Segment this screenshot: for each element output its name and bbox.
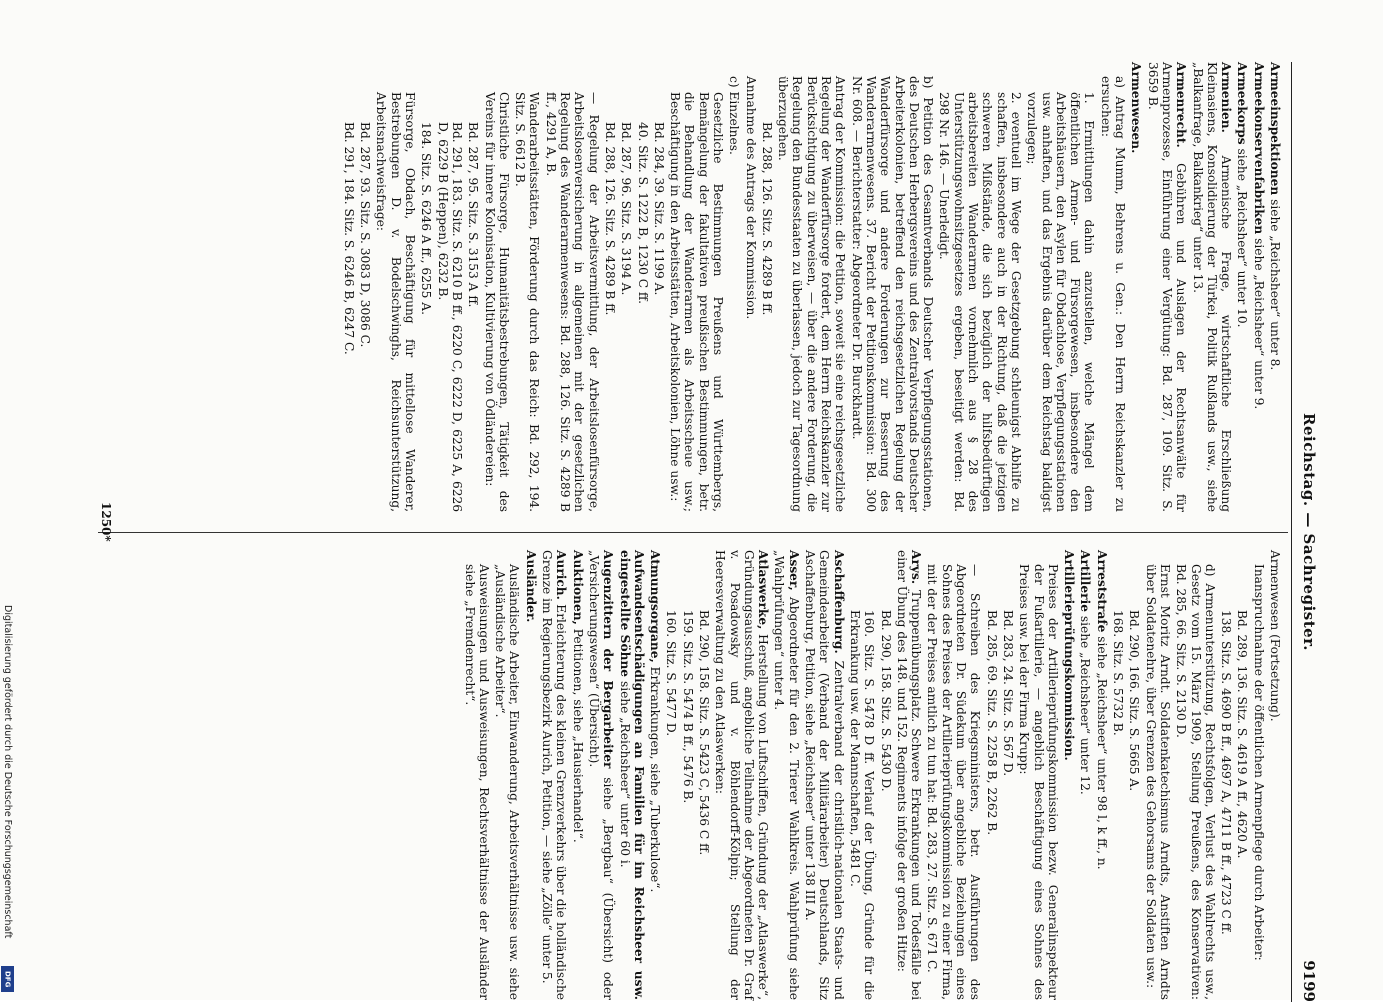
entry-text: Bd. 291, 183. Sitz. S. 6210 B ff., 6220 C, 6222 D, 6225 A, 6226 D, 6229 B (Heppen), 6232 B.: [435, 122, 464, 512]
entry-text: 138. Sitz. S. 4690 B ff., 4697 A, 4711 B ff., 4723 C ff.: [1219, 610, 1234, 935]
register-entry: [523, 550, 537, 1000]
register-entry: [374, 62, 417, 512]
entry-text: 40. Sitz. S. 1222 B, 1230 C ff.: [635, 122, 650, 305]
entry-text: Herstellung von Luftschiffen, Gründung der „Atlaswerke“, Gründungsausschuß, angebliche Teilnahme der Abgeordneten Dr. Graf v. Posadowsky und v. Böhlendorff-Kölpin; Stellung der Heeresverwaltung zu den Atlaswerken:: [713, 550, 771, 1000]
register-entry: [1001, 550, 1015, 1000]
entry-heading: Atlaswerke,: [756, 550, 771, 630]
page-title: Reichstag. — Sachregister.: [1300, 413, 1318, 651]
entry-text: Bd. 290, 166. Sitz. S. 5665 A.: [1127, 610, 1142, 792]
register-entry: [878, 550, 892, 1000]
entry-text: Armenwesen (Fortsetzung).: [1268, 550, 1282, 722]
register-entry: [1111, 550, 1125, 1000]
footer-mark: 1250*: [99, 502, 113, 542]
register-entry: [587, 550, 616, 1000]
entry-text: Bd. 285, 69. Sitz. S. 2258 B, 2262 B.: [984, 610, 999, 836]
entry-text: Bd. 291, 184. Sitz. S. 6246 B, 6247 C.: [341, 122, 356, 355]
register-entry: [668, 62, 725, 512]
column-divider: [98, 532, 1288, 533]
register-entry: [617, 550, 646, 1000]
entry-heading: Armeeinspektionen: [1268, 62, 1282, 196]
digitization-note: [0, 0, 14, 1000]
entry-heading: Ausländer.: [523, 550, 538, 623]
entry-text: siehe „Reichsheer“ unter 12.: [1078, 615, 1093, 795]
register-entry: [1268, 62, 1282, 512]
entry-text: c) Einzelnes.: [727, 76, 742, 155]
entry-heading: Armenien.: [1219, 62, 1234, 133]
entry-text: 1. Ermittlungen dahin anzustellen, welche Mängel dem öffentlichen Armen- und Fürsorgewesen, insbesondere den Arbeitshäusern, den Asylen für Obdachlose, Verpflegungsstationen usw. anhaften, und das Ergebnis darüber dem Reichstag baldigst vorzulegen;: [1025, 92, 1097, 512]
entry-text: Ernst Moritz Arndt. Soldatenkatechismus Arndts, Anstiften Arndts über Soldatenehre, über Grenzen des Gehorsams der Soldaten usw.:: [1143, 564, 1172, 1000]
entry-text: Truppenübungsplatz. Schwere Erkrankungen und Todesfälle bei einer Übung des 148. und 152. Regiments infolge der großen Hitze:: [894, 550, 924, 1001]
register-entry: [482, 62, 511, 512]
register-entry: [895, 550, 924, 1000]
register-entry: [743, 62, 757, 512]
register-entry: [1017, 550, 1060, 1000]
register-entry: [1062, 550, 1076, 1000]
entry-heading: Aufwandsentschädigungen an Familien für im Reichsheer usw. eingestellte Söhne: [617, 550, 646, 1000]
register-entry: [760, 62, 774, 512]
entry-heading: Arys.: [909, 550, 924, 585]
entry-text: Antrag der Kommission: die Petition, soweit sie eine reichsgesetzliche Regelung der Wanderfürsorge fordert, dem Herrn Reichskanzler zur Berücksichtigung zu überweisen, — über die andere Forderung, die Regelung den Bundesstaaten zu überlassen, jedoch zur Tagesordnung überzugehen.: [776, 76, 848, 512]
entry-text: siehe „Reichsheer“ unter 9.: [1251, 238, 1266, 410]
dfg-logo: DFG: [1, 966, 14, 992]
entry-text: Bd. 283, 24. Sitz. S. 567 D.: [1000, 610, 1015, 777]
entry-text: Wanderarbeitsstätten, Förderung durch das Reich: Bd. 292, 194. Sitz. S. 6612 B.: [513, 92, 542, 512]
register-entry: [803, 550, 846, 1000]
entry-heading: Armenrecht.: [1174, 62, 1189, 148]
entry-heading: Augenzittern der Bergarbeiter: [601, 550, 616, 769]
entry-text: Armenische Frage, wirtschaftliche Erschließung Kleinasiens, Konsolidierung der Türkei, Politik Rußlands usw., siehe „Balkanfrage, Balkankrieg“ unter 13.: [1190, 62, 1234, 512]
entry-text: Bd. 290, 158. Sitz. S. 5423 C, 5436 C ff.: [697, 610, 712, 856]
register-entry: [635, 62, 649, 512]
entry-text: siehe „Bergbau“ (Übersicht) oder „Versicherungswesen“ (Übersicht).: [586, 550, 616, 1000]
entry-text: siehe „Reichsheer“ unter 98 l, k ff., n.: [1094, 636, 1109, 870]
entry-heading: Armeekonservenfabriken: [1251, 62, 1266, 235]
register-entry: [984, 550, 998, 1000]
entry-text: Annahme des Antrags der Kommission.: [743, 76, 758, 320]
register-entry: [1025, 62, 1096, 512]
entry-text: 160. Sitz. S. 5477 D.: [664, 610, 679, 737]
register-entry: [1190, 62, 1233, 512]
entry-text: Inanspruchnahme der öffentlichen Armenpflege durch Arbeiter:: [1251, 564, 1266, 961]
entry-text: b) Petition des Gesamtverbands Deutscher Verpflegungsstationen, des Deutschen Herbergsvereins und des Zentralvorstands Deutscher Arbeiterkolonien, betreffend den reichsgesetzlichen Regelung der Wanderfürsorge und andere Forderungen zur Besserung des Wanderarmenwesens. 37. Bericht der Petitionskommission: Bd. 300 Nr. 608. — Berichterstatter: Abgeordneter Dr. Burckhardt.: [849, 76, 936, 512]
entry-text: Bd. 287, 93. Sitz. S. 3083 D, 3086 C.: [358, 122, 373, 348]
register-entry: [652, 62, 666, 512]
register-entry: [358, 62, 372, 512]
entry-text: Gesetzliche Bestimmungen Preußens und Württembergs, Bemängelung der fakultativen preußischen Bestimmungen, betr. die Behandlung der Wanderarmen als Arbeitsscheue usw.; Beschäftigung in den Arbeitsstätten, Arbeitskolonien, Löhne usw.:: [668, 92, 726, 512]
entry-heading: Artillerie: [1078, 550, 1093, 612]
register-entry: [1094, 550, 1108, 1000]
register-entry: [462, 550, 491, 1000]
entry-text: d) Armenunterstützung, Rechtsfolgen, Verlust des Wahlrechts usw., Gesetz vom 15. März 1909, Stellung Preußens, des Konservativen: Bd. 285, 66. Sitz. S. 2130 D.: [1174, 564, 1217, 1000]
entry-text: Bd. 284, 39. Sitz. S. 1199 A.: [651, 122, 666, 296]
register-entry: [603, 62, 617, 512]
register-entry: [697, 550, 711, 1000]
register-entry: [648, 550, 662, 1000]
register-entry: [540, 550, 569, 1000]
register-entry: [1145, 62, 1188, 512]
entry-heading: Aschaffenburg.: [831, 550, 846, 654]
register-entry: [664, 550, 678, 1000]
register-entry: [727, 62, 741, 512]
entry-heading: Asser,: [786, 550, 801, 591]
register-entry: [1219, 550, 1233, 1000]
column-right-of-spread: [340, 62, 1282, 512]
entry-text: Ausweisungen und Ausweisungen, Rechtsverhältnisse der Ausländer siehe „Fremdenrecht“.: [462, 564, 491, 1000]
register-entry: [1268, 550, 1282, 1000]
page-header: [1290, 62, 1318, 1002]
entry-text: 160. Sitz. S. 5478 D ff. Verlauf der Übung, Gründe für die Erkrankung usw. der Mannschaften, 5481 C.: [847, 610, 877, 1000]
register-entry: [1129, 62, 1143, 512]
entry-text: 159. Sitz. S. 5474 B ff., 5476 B.: [680, 610, 695, 804]
register-entry: [1251, 62, 1265, 512]
register-entry: [513, 62, 542, 512]
register-entry: [1143, 550, 1172, 1000]
entry-text: — Regelung der Arbeitsvermittlung, der Arbeitslosenfürsorge, Arbeitslosenversicherung in allgemeinen mit der gesetzlichen Regelung des Wanderarmenwesens: Bd. 288, 126. Sitz. S. 4289 B ff., 4291 A, B.: [543, 92, 601, 512]
entry-text: siehe „Reichsheer“ unter 60 i.: [617, 680, 632, 868]
entry-text: a) Antrag Mumm, Behrens u. Gen.: Den Herrn Reichskanzler zu ersuchen:: [1098, 76, 1128, 512]
entry-text: Bd. 290, 158. Sitz. S. 5430 D.: [878, 610, 893, 792]
register-entry: [543, 62, 600, 512]
entry-heading: Armeekorps: [1235, 62, 1250, 145]
register-entry: [1235, 550, 1249, 1000]
register-entry: [772, 550, 801, 1000]
entry-heading: Arreststrafe: [1094, 550, 1109, 633]
entry-text: Bd. 288, 126. Sitz. S. 4289 B ff.: [759, 122, 774, 316]
entry-text: siehe „Reichsheer“ unter 10.: [1235, 148, 1250, 328]
register-entry: [1127, 550, 1141, 1000]
entry-text: Bd. 287, 96. Sitz. S. 3194 A.: [619, 122, 634, 296]
entry-heading: Artillerieprüfungskommission.: [1062, 550, 1077, 761]
entry-text: 2. eventuell im Wege der Gesetzgebung schleunigst Abhilfe zu schaffen, insbesondere auch in der Richtung, daß die jetzigen schweren Mißstände, die sich bezüglich der hilfsbedürftigen arbeitsbereiten Wanderarmen vornehmlich aus § 28 des Unterstützungswohnsitzgesetzes ergeben, beseitigt werden: Bd. 298 Nr. 146. — Unerledigt.: [937, 92, 1023, 512]
entry-text: 168. Sitz. S. 5732 B.: [1111, 610, 1126, 736]
entry-heading: Auktionen,: [570, 550, 585, 625]
entry-text: Erkrankungen, siehe „Tuberkulose“.: [648, 666, 663, 893]
entry-text: siehe „Reichsheer“ unter 8.: [1268, 199, 1282, 371]
entry-heading: Atmungsorgane,: [648, 550, 663, 663]
register-entry: [1174, 550, 1217, 1000]
entry-text: Preises der Artillerieprüfungskommission bezw. Generalinspekteur der Fußartillerie, — angeblich Beschäftigung eines Sohnes des Preises usw. bei der Firma Krupp:: [1017, 564, 1060, 1000]
entry-heading: Aurich.: [554, 550, 569, 600]
register-entry: [419, 62, 433, 512]
register-entry: [848, 550, 877, 1000]
register-entry: [466, 62, 480, 512]
entry-text: Christliche Fürsorge, Humanitätsbestrebungen, Tätigkeit des Vereins für innere Kolonisation, Kultivierung von Ödländereien:: [482, 92, 511, 512]
column-left-of-spread: [460, 550, 1282, 1000]
entry-text: Ausländische Arbeiter, Einwanderung, Arbeitsverhältnisse usw. siehe „Ausländische Arbeiter“.: [493, 564, 522, 1000]
entry-text: Zentralverband der christlich-nationalen Staats- und Gemeindearbeiter (Verband der Militärarbeiter) Deutschlands, Sitz Aschaffenburg, Petition, siehe „Reichsheer“ unter 138 III A.: [803, 550, 846, 1000]
entry-text: Bd. 289, 136. Sitz. S. 4619 A ff., 4620 A.: [1235, 610, 1250, 859]
digitization-note-text: Digitalisierung gefördert durch die Deutsche Forschungsgemeinschaft: [2, 605, 13, 939]
register-entry: [776, 62, 847, 512]
register-entry: [937, 62, 1023, 512]
register-entry: [925, 550, 982, 1000]
register-entry: [1251, 550, 1265, 1000]
entry-text: Abgeordneter für den 2. Trierer Wahlkreis. Wahlprüfung siehe „Wahlprüfungen“ unter 4.: [772, 550, 801, 1001]
entry-text: Gebühren und Auslagen der Rechtsanwälte für Armenprozesse, Einführung einer Vergütung: Bd. 287, 109. Sitz. S. 3659 B.: [1145, 62, 1189, 513]
header-rule: [1291, 62, 1292, 1002]
register-entry: [680, 550, 694, 1000]
register-entry: [493, 550, 522, 1000]
entry-text: — Schreiben des Kriegsministers, betr. Ausführungen des Abgeordneten Dr. Südekum über angebliche Beziehungen eines Sohnes des Preises der Artillerieprüfungskommission zu einer Firma, mit der der Preises amtlich zu tun hat: Bd. 283, 27. Sitz. S. 671 C.: [925, 564, 983, 1000]
register-entry: [713, 550, 770, 1000]
register-entry: [342, 62, 356, 512]
page-number: 9199: [1300, 960, 1318, 1002]
register-entry: [435, 62, 464, 512]
register-entry: [1235, 62, 1249, 512]
entry-heading: Armenwesen.: [1129, 62, 1144, 154]
entry-text: Bd. 287, 95. Sitz. S. 3153 A ff.: [466, 122, 481, 308]
register-entry: [1098, 62, 1127, 512]
register-entry: [1078, 550, 1092, 1000]
register-entry: [849, 62, 935, 512]
entry-text: Petitionen, siehe „Hausierhandel“.: [570, 628, 585, 843]
entry-text: Erleichterung des kleinen Grenzverkehrs über die holländische Grenze im Regierungsbezirk Aurich, Petition, — siehe „Zölle“ unter 5.: [540, 550, 569, 1001]
entry-text: Fürsorge, Obdach, Beschäftigung für mittellose Wanderer, Bestrebungen D. v. Bodelschwinghs, Reichsunterstützung, Arbeitsnachweisfrage:: [374, 92, 418, 512]
entry-text: 184. Sitz. S. 6246 A ff., 6255 A.: [419, 122, 434, 315]
rotated-register-page: [63, 62, 1318, 1002]
register-entry: [570, 550, 584, 1000]
register-entry: [619, 62, 633, 512]
entry-text: Bd. 288, 126. Sitz. S. 4289 B ff.: [602, 122, 617, 316]
